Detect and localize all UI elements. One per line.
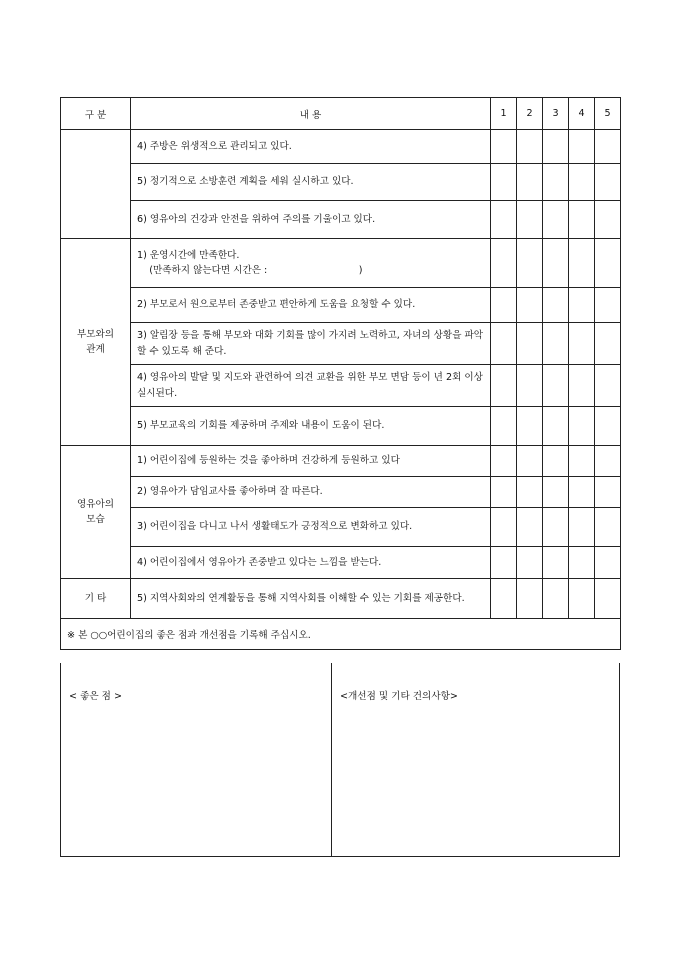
item-text: 4) 영유아의 발달 및 지도와 관련하여 의견 교환을 위한 부모 면담 등이 년 2회 이상 실시된다. [131, 365, 491, 407]
rating-cell-5[interactable] [595, 508, 621, 547]
good-points-label: < 좋은 점 > [69, 691, 123, 702]
rating-cell-5[interactable] [595, 323, 621, 365]
category-cell: 부모와의 관계 [61, 239, 131, 446]
rating-cell-2[interactable] [517, 477, 543, 508]
header-row [61, 98, 621, 130]
rating-cell-3[interactable] [543, 323, 569, 365]
rating-cell-4[interactable] [569, 579, 595, 619]
improvements-box[interactable] [332, 663, 619, 856]
rating-cell-1[interactable] [491, 164, 517, 201]
rating-cell-1[interactable] [491, 365, 517, 407]
item-text: 6) 영유아의 건강과 안전을 위하여 주의를 기울이고 있다. [131, 201, 491, 239]
rating-cell-5[interactable] [595, 130, 621, 164]
rating-cell-4[interactable] [569, 547, 595, 579]
rating-cell-5[interactable] [595, 547, 621, 579]
rating-cell-5[interactable] [595, 239, 621, 288]
rating-cell-3[interactable] [543, 130, 569, 164]
item-text: 3) 어린이집을 다니고 나서 생활태도가 긍정적으로 변화하고 있다. [131, 508, 491, 547]
table-row [61, 239, 621, 288]
table-row [61, 547, 621, 579]
rating-cell-2[interactable] [517, 547, 543, 579]
rating-cell-3[interactable] [543, 477, 569, 508]
item-text: 5) 부모교육의 기회를 제공하며 주제와 내용이 도움이 된다. [131, 407, 491, 446]
table-row [61, 407, 621, 446]
rating-cell-2[interactable] [517, 201, 543, 239]
rating-cell-1[interactable] [491, 288, 517, 323]
rating-cell-2[interactable] [517, 407, 543, 446]
rating-cell-4[interactable] [569, 407, 595, 446]
rating-cell-4[interactable] [569, 477, 595, 508]
improvements-label: <개선점 및 기타 건의사항> [340, 691, 458, 702]
header-scale-5: 5 [595, 98, 621, 130]
item-text: 3) 알림장 등을 통해 부모와 대화 기회를 많이 가지려 노력하고, 자녀의 상황을 파악할 수 있도록 해 준다. [131, 323, 491, 365]
table-row [61, 164, 621, 201]
rating-cell-1[interactable] [491, 547, 517, 579]
table-row [61, 477, 621, 508]
item-text: 4) 주방은 위생적으로 관리되고 있다. [131, 130, 491, 164]
rating-cell-2[interactable] [517, 323, 543, 365]
item-text: 2) 부모로서 원으로부터 존중받고 편안하게 도움을 요청할 수 있다. [131, 288, 491, 323]
good-points-box[interactable] [61, 663, 332, 856]
rating-cell-5[interactable] [595, 477, 621, 508]
header-scale-3: 3 [543, 98, 569, 130]
rating-cell-4[interactable] [569, 164, 595, 201]
item-text: 2) 영유아가 담임교사를 좋아하며 잘 따른다. [131, 477, 491, 508]
rating-cell-5[interactable] [595, 407, 621, 446]
rating-cell-4[interactable] [569, 130, 595, 164]
rating-cell-5[interactable] [595, 288, 621, 323]
item-text: 5) 정기적으로 소방훈련 계획을 세워 실시하고 있다. [131, 164, 491, 201]
survey-table [60, 97, 621, 650]
rating-cell-3[interactable] [543, 164, 569, 201]
table-row [61, 288, 621, 323]
rating-cell-4[interactable] [569, 365, 595, 407]
rating-cell-1[interactable] [491, 508, 517, 547]
comment-area [60, 663, 620, 857]
table-row [61, 130, 621, 164]
rating-cell-5[interactable] [595, 579, 621, 619]
rating-cell-4[interactable] [569, 508, 595, 547]
item-text: 1) 운영시간에 만족한다. (만족하지 않는다면 시간은 : ) [131, 239, 491, 288]
rating-cell-3[interactable] [543, 407, 569, 446]
header-scale-4: 4 [569, 98, 595, 130]
header-content: 내 용 [131, 98, 491, 130]
rating-cell-1[interactable] [491, 201, 517, 239]
category-cell [61, 130, 131, 239]
rating-cell-1[interactable] [491, 579, 517, 619]
rating-cell-3[interactable] [543, 239, 569, 288]
category-cell: 영유아의 모습 [61, 446, 131, 579]
rating-cell-5[interactable] [595, 201, 621, 239]
rating-cell-2[interactable] [517, 446, 543, 477]
rating-cell-2[interactable] [517, 288, 543, 323]
rating-cell-3[interactable] [543, 288, 569, 323]
rating-cell-4[interactable] [569, 239, 595, 288]
rating-cell-5[interactable] [595, 446, 621, 477]
header-scale-1: 1 [491, 98, 517, 130]
rating-cell-4[interactable] [569, 201, 595, 239]
rating-cell-1[interactable] [491, 130, 517, 164]
rating-cell-2[interactable] [517, 130, 543, 164]
rating-cell-3[interactable] [543, 201, 569, 239]
rating-cell-3[interactable] [543, 579, 569, 619]
rating-cell-1[interactable] [491, 477, 517, 508]
rating-cell-2[interactable] [517, 365, 543, 407]
item-text: 4) 어린이집에서 영유아가 존중받고 있다는 느낌을 받는다. [131, 547, 491, 579]
rating-cell-3[interactable] [543, 365, 569, 407]
rating-cell-2[interactable] [517, 508, 543, 547]
rating-cell-3[interactable] [543, 508, 569, 547]
rating-cell-3[interactable] [543, 446, 569, 477]
table-row [61, 446, 621, 477]
rating-cell-1[interactable] [491, 446, 517, 477]
header-category: 구 분 [61, 98, 131, 130]
rating-cell-1[interactable] [491, 323, 517, 365]
rating-cell-2[interactable] [517, 239, 543, 288]
header-scale-2: 2 [517, 98, 543, 130]
table-row [61, 579, 621, 619]
rating-cell-4[interactable] [569, 323, 595, 365]
instruction-note: ※ 본 ○○어린이집의 좋은 점과 개선점을 기록해 주십시오. [61, 619, 621, 650]
rating-cell-2[interactable] [517, 164, 543, 201]
table-row [61, 201, 621, 239]
rating-cell-1[interactable] [491, 407, 517, 446]
category-cell: 기 타 [61, 579, 131, 619]
rating-cell-5[interactable] [595, 365, 621, 407]
rating-cell-5[interactable] [595, 164, 621, 201]
item-text: 5) 지역사회와의 연계활동을 통해 지역사회를 이해할 수 있는 기회를 제공한다. [131, 579, 491, 619]
rating-cell-3[interactable] [543, 547, 569, 579]
table-row [61, 508, 621, 547]
rating-cell-4[interactable] [569, 446, 595, 477]
table-row [61, 365, 621, 407]
table-row [61, 323, 621, 365]
rating-cell-2[interactable] [517, 579, 543, 619]
item-text: 1) 어린이집에 등원하는 것을 좋아하며 건강하게 등원하고 있다 [131, 446, 491, 477]
rating-cell-4[interactable] [569, 288, 595, 323]
rating-cell-1[interactable] [491, 239, 517, 288]
